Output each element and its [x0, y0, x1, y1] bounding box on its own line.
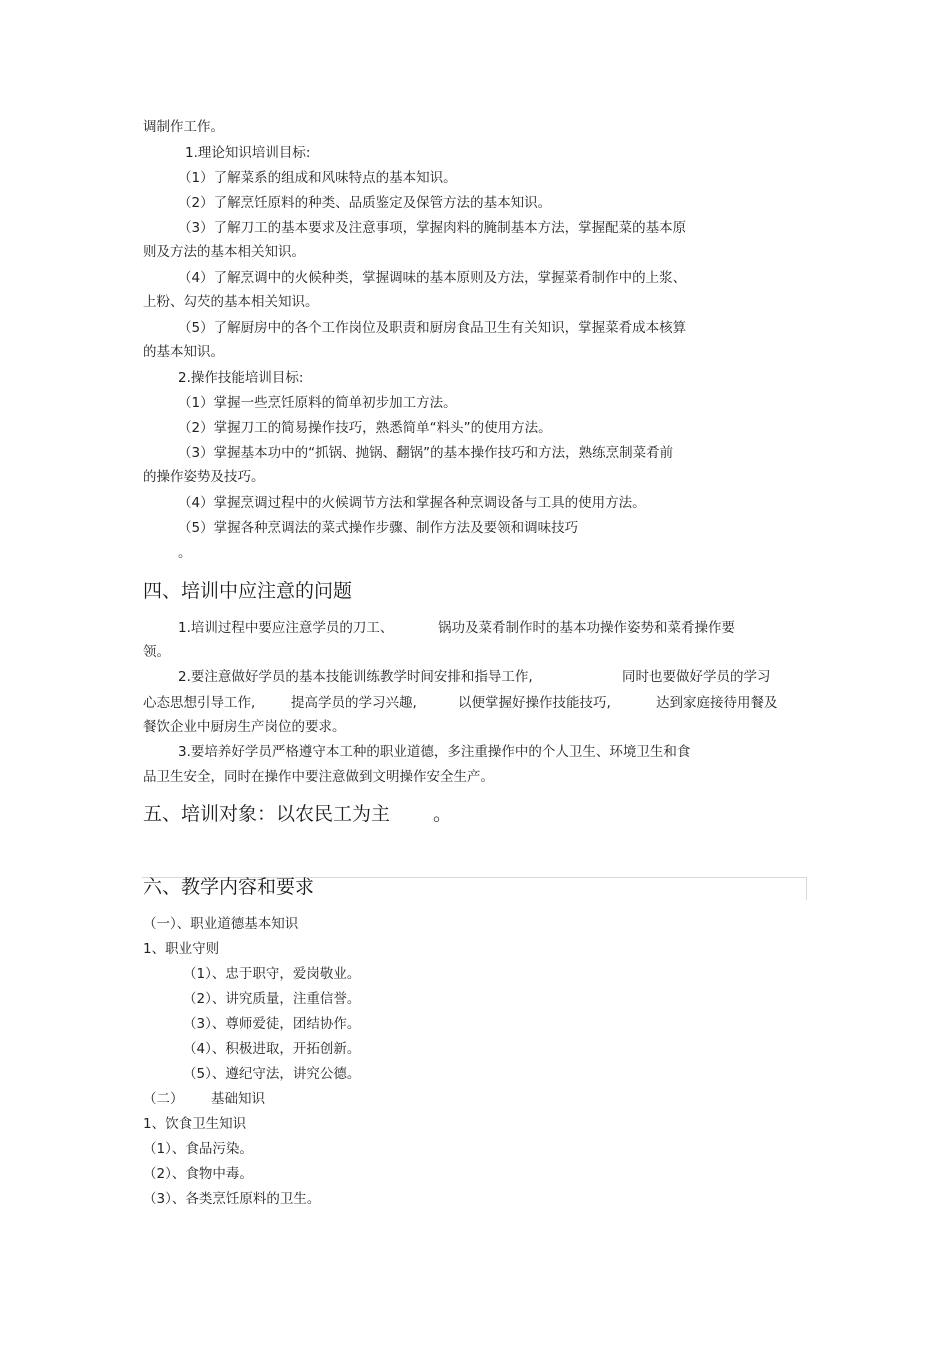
list-item: （2）、食物中毒。 — [143, 1166, 253, 1182]
section-heading-5-period: 。 — [433, 803, 453, 825]
list-item: （3）、尊师爱徒，团结协作。 — [183, 1016, 361, 1032]
paragraph-fragment: 2.要注意做好学员的基本技能训练教学时间安排和指导工作, — [178, 669, 533, 685]
paragraph-fragment: 领。 — [143, 644, 170, 660]
list-item: （4）、积极进取，开拓创新。 — [183, 1041, 361, 1057]
subsection-heading: 基础知识 — [211, 1091, 265, 1107]
list-item: （3）、各类烹饪原料的卫生。 — [143, 1191, 321, 1207]
list-item: （3）掌握基本功中的“抓锅、抛锅、翻锅”的基本操作技巧和方法，熟练烹制菜肴前 — [178, 445, 674, 461]
text-line: 调制作工作。 — [143, 119, 224, 135]
list-item: （4）掌握烹调过程中的火候调节方法和掌握各种烹调设备与工具的使用方法。 — [178, 495, 646, 511]
list-item: （2）了解烹饪原料的种类、品质鉴定及保管方法的基本知识。 — [178, 195, 552, 211]
list-item: （1）、忠于职守，爱岗敬业。 — [183, 966, 361, 982]
list-item: （3）了解刀工的基本要求及注意事项，掌握肉料的腌制基本方法，掌握配菜的基本原 — [178, 220, 687, 236]
paragraph-fragment: 提高学员的学习兴趣, — [291, 695, 417, 711]
subsection-heading-number: （二） — [143, 1091, 184, 1107]
text-line: 则及方法的基本相关知识。 — [143, 244, 305, 260]
list-item: （1）了解菜系的组成和风味特点的基本知识。 — [178, 170, 457, 186]
paragraph-fragment: 餐饮企业中厨房生产岗位的要求。 — [143, 719, 346, 735]
text-line: 上粉、勾芡的基本相关知识。 — [143, 294, 319, 310]
text-line: 。 — [178, 545, 192, 561]
list-item: （4）了解烹调中的火候种类，掌握调味的基本原则及方法，掌握菜肴制作中的上浆、 — [178, 270, 687, 286]
list-item: （5）了解厨房中的各个工作岗位及职责和厨房食品卫生有关知识，掌握菜肴成本核算 — [178, 320, 687, 336]
list-item: （5）、遵纪守法，讲究公德。 — [183, 1066, 361, 1082]
paragraph-fragment: 以便掌握好操作技能技巧, — [458, 695, 611, 711]
list-item: （2）掌握刀工的简易操作技巧，熟悉简单“料头”的使用方法。 — [178, 420, 552, 436]
text-line: 的基本知识。 — [143, 344, 224, 360]
list-item: （2）、讲究质量，注重信誉。 — [183, 991, 361, 1007]
list-item: （1）掌握一些烹饪原料的简单初步加工方法。 — [178, 395, 457, 411]
section-heading-5: 五、培训对象：以农民工为主 — [143, 803, 391, 825]
paragraph-fragment: 达到家庭接待用餐及 — [656, 695, 778, 711]
list-item: （1）、食品污染。 — [143, 1141, 253, 1157]
paragraph-fragment: 品卫生安全，同时在操作中要注意做到文明操作安全生产。 — [143, 769, 494, 785]
subheading-skill-goals: 2.操作技能培训目标: — [178, 370, 304, 386]
paragraph-fragment: 3.要培养好学员严格遵守本工种的职业道德，多注重操作中的个人卫生、环境卫生和食 — [178, 744, 691, 760]
paragraph-fragment: 同时也要做好学员的学习 — [622, 669, 771, 685]
list-item: （5）掌握各种烹调法的菜式操作步骤、制作方法及要领和调味技巧 — [178, 520, 579, 536]
text-line: 的操作姿势及技巧。 — [143, 469, 265, 485]
paragraph-fragment: 锅功及菜肴制作时的基本功操作姿势和菜肴操作要 — [438, 620, 735, 636]
paragraph-fragment: 心态思想引导工作, — [143, 695, 256, 711]
subsection-heading: 1、饮食卫生知识 — [143, 1116, 247, 1132]
paragraph-fragment: 1.培训过程中要应注意学员的刀工、 — [178, 620, 394, 636]
subheading-theory-goals: 1.理论知识培训目标: — [185, 145, 311, 161]
section-heading-4: 四、培训中应注意的问题 — [143, 580, 353, 602]
subsection-heading: （一）、职业道德基本知识 — [143, 916, 299, 932]
subsection-heading: 1、职业守则 — [143, 941, 220, 957]
section-heading-6: 六、教学内容和要求 — [143, 876, 315, 898]
